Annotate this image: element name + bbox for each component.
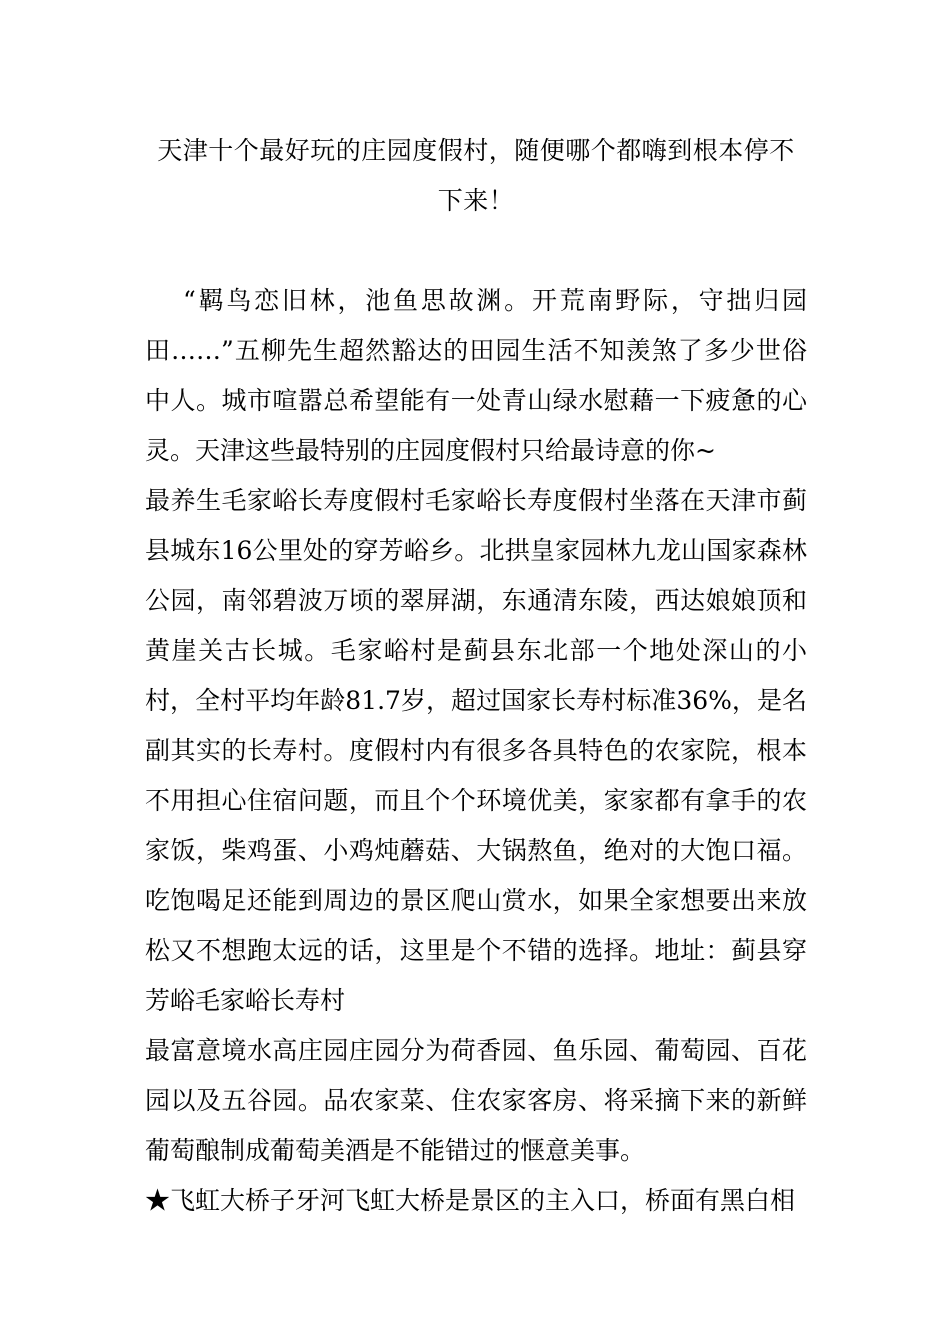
document-title: 天津十个最好玩的庄园度假村，随便哪个都嗨到根本停不下来！: [157, 136, 795, 215]
document-body: [145, 276, 807, 1226]
shuigao-paragraph: 最富意境水高庄园庄园分为荷香园、鱼乐园、葡萄园、百花园以及五谷园。品农家菜、住农家客房、将采摘下来的新鲜葡萄酿制成葡萄美酒是不能错过的惬意美事。: [145, 1036, 807, 1165]
intro-paragraph: “羁鸟恋旧林，池鱼思故渊。开荒南野际，守拙归园田……”五柳先生超然豁达的田园生活不知羡煞了多少世俗中人。城市喧嚣总希望能有一处青山绿水慰藉一下疲惫的心灵。天津这些最特别的庄园度假村只给最诗意的你~: [145, 286, 807, 465]
maojiayu-paragraph: 最养生毛家峪长寿度假村毛家峪长寿度假村坐落在天津市蓟县城东16公里处的穿芳峪乡。北拱皇家园林九龙山国家森林公园，南邻碧波万顷的翠屏湖，东通清东陵，西达娘娘顶和黄崖关古长城。毛家峪村是蓟县东北部一个地处深山的小村，全村平均年龄81.7岁，超过国家长寿村标准36%，是名副其实的长寿村。度假村内有很多各具特色的农家院，根本不用担心住宿问题，而且个个环境优美，家家都有拿手的农家饭，柴鸡蛋、小鸡炖蘑菇、大锅熬鱼，绝对的大饱口福。吃饱喝足还能到周边的景区爬山赏水，如果全家想要出来放松又不想跑太远的话，这里是个不错的选择。地址：蓟县穿芳峪毛家峪长寿村: [145, 486, 807, 1015]
feihong-bridge-paragraph: ★飞虹大桥子牙河飞虹大桥是景区的主入口，桥面有黑白相: [145, 1186, 796, 1215]
